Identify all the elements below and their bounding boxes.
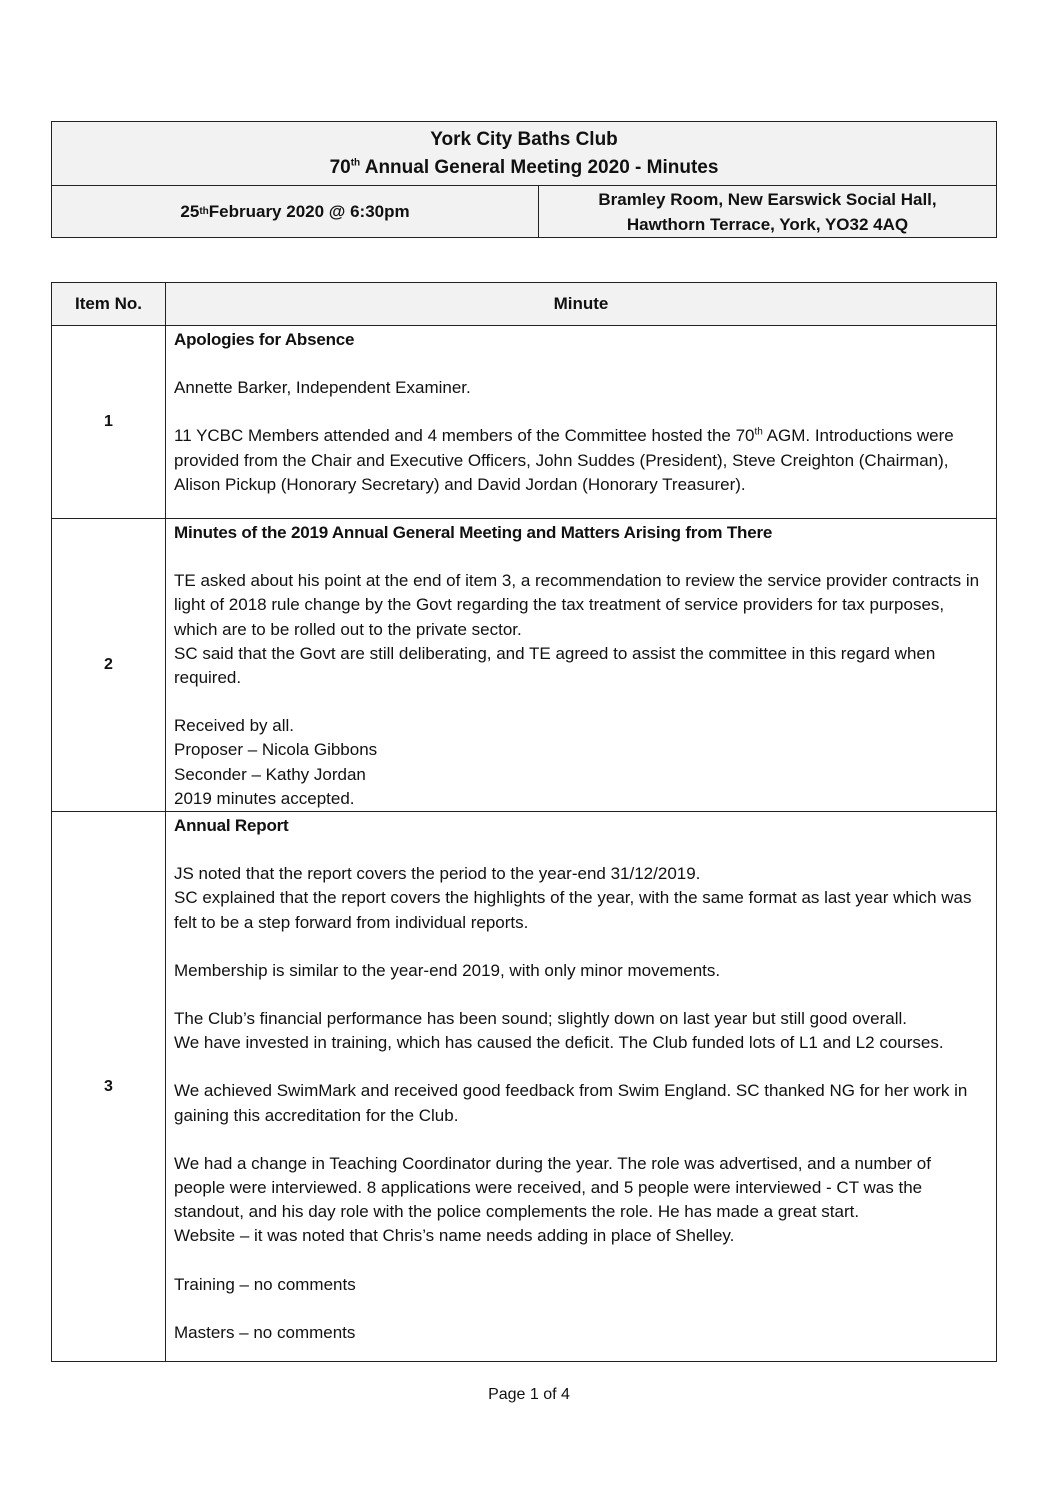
minute-row-2 — [52, 519, 997, 812]
minute-paragraph: Annette Barker, Independent Examiner. — [174, 378, 471, 398]
meeting-date-rest: February 2020 @ 6:30pm — [208, 201, 410, 221]
minute-paragraph: Training – no comments — [174, 1274, 356, 1294]
minutes-table — [51, 282, 997, 1362]
meeting-number-suffix: th — [350, 157, 361, 169]
meeting-date: 25 th February 2020 @ 6:30pm — [52, 186, 539, 237]
minute-paragraph: JS noted that the report covers the period to the year-end 31/12/2019. — [174, 864, 701, 884]
minute-paragraph: We achieved SwimMark and received good feedback from Swim England. SC thanked NG for her work in gaining this accreditation for the Club. — [174, 1081, 968, 1125]
minute-content — [166, 519, 997, 812]
minute-paragraph: We had a change in Teaching Coordinator during the year. The role was advertised, and a number of people were interviewed. 8 applications were received, and 5 people were interviewed - CT was the standout, and his day role with the police complements the role. He has made a great start. — [174, 1153, 931, 1222]
column-header-minute: Minute — [166, 283, 997, 326]
minute-paragraph: Seconder – Kathy Jordan — [174, 764, 366, 784]
meeting-title-cell — [52, 122, 996, 186]
minute-content — [166, 812, 997, 1362]
venue-line-2: Hawthorn Terrace, York, YO32 4AQ — [626, 215, 909, 234]
meeting-header-table — [51, 121, 997, 238]
minute-paragraph: Membership is similar to the year-end 2019, with only minor movements. — [174, 960, 721, 980]
minute-paragraph: Received by all. — [174, 716, 295, 736]
minute-row-1 — [52, 326, 997, 519]
meeting-date-day: 25 — [180, 201, 200, 221]
minute-paragraph: We have invested in training, which has caused the deficit. The Club funded lots of L1 and L2 courses. — [174, 1033, 944, 1053]
minute-paragraph: The Club’s financial performance has been sound; slightly down on last year but still good overall. — [174, 1009, 907, 1029]
page-number: Page 1 of 4 — [488, 1386, 570, 1403]
minute-title: Minutes of the 2019 Annual General Meeting and Matters Arising from There — [174, 523, 773, 542]
minute-row-3 — [52, 812, 997, 1362]
minute-paragraph: SC said that the Govt are still deliberating, and TE agreed to assist the committee in this regard when required. — [174, 643, 936, 688]
meeting-details-row — [52, 186, 996, 237]
minute-text: 11 YCBC Members attended and 4 members of the Committee hosted the 70 — [174, 426, 755, 446]
ordinal-suffix: th — [754, 426, 763, 438]
club-name: York City Baths Club — [430, 129, 618, 150]
minute-paragraph: SC explained that the report covers the highlights of the year, with the same format as last year which was felt to be a step forward from individual reports. — [174, 888, 972, 932]
minute-paragraph — [174, 424, 986, 497]
minute-title: Apologies for Absence — [174, 330, 355, 349]
column-header-item-no: Item No. — [52, 283, 166, 326]
minute-paragraph: 2019 minutes accepted. — [174, 788, 355, 808]
meeting-venue — [539, 186, 996, 237]
meeting-title — [52, 154, 996, 182]
minute-paragraph: Website – it was noted that Chris’s name needs adding in place of Shelley. — [174, 1226, 735, 1246]
item-number: 2 — [52, 519, 166, 812]
venue-line-1: Bramley Room, New Earswick Social Hall, — [598, 190, 937, 209]
item-number: 3 — [52, 812, 166, 1362]
minute-paragraph: TE asked about his point at the end of item 3, a recommendation to review the service provider contracts in light of 2018 rule change by the Govt regarding the tax treatment of service providers for tax purposes, which are to be rolled out to the private sector. — [174, 571, 980, 639]
minute-title: Annual Report — [174, 816, 289, 836]
minute-content — [166, 326, 997, 519]
item-number: 1 — [52, 326, 166, 519]
minute-text: AGM. Introductions were provided from the Chair and Executive Officers, John Suddes (President), Steve Creighton (Chairman), Alison Pickup (Honorary Secretary) and David Jordan (Honorary Treasurer). — [174, 426, 954, 494]
meeting-number: 70 — [329, 157, 351, 178]
meeting-title-text: Annual General Meeting 2020 - Minutes — [360, 157, 719, 178]
minutes-table-header — [52, 283, 997, 326]
minute-paragraph: Masters – no comments — [174, 1322, 356, 1342]
minute-paragraph: Proposer – Nicola Gibbons — [174, 740, 378, 760]
